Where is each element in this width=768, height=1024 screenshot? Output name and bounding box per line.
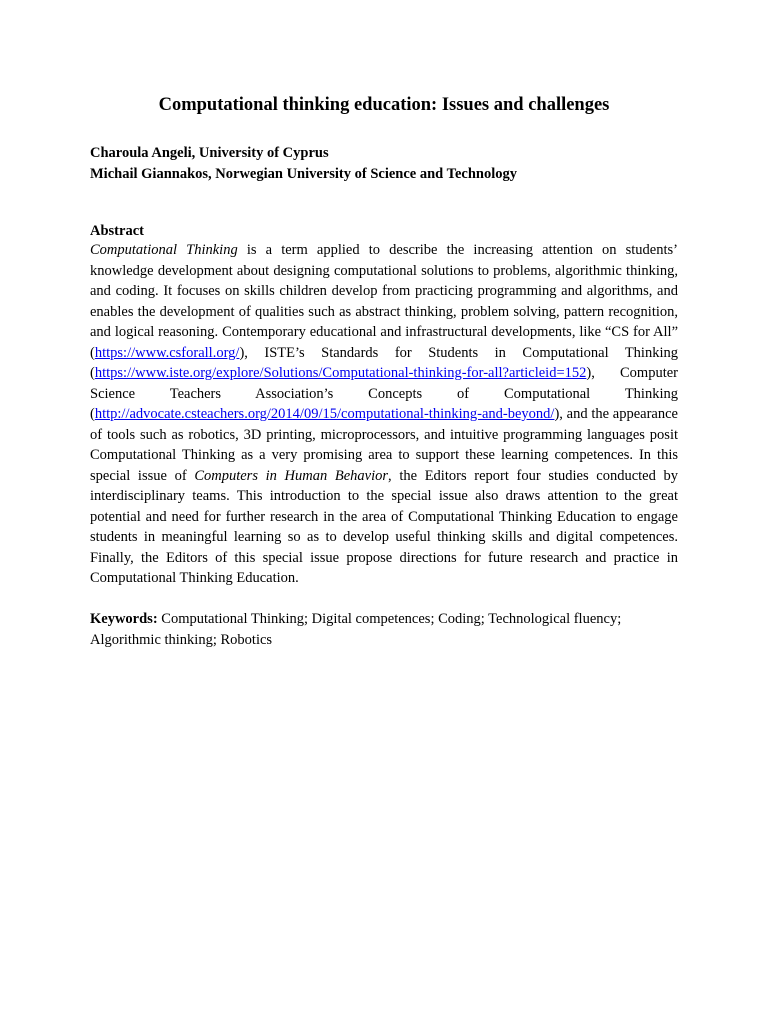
author-list: [90, 143, 690, 184]
keywords-text: Computational Thinking; Digital competences; Coding; Technological fluency; Algorithmic thinking; Robotics: [90, 611, 622, 648]
journal-name: Computers in Human Behavior: [194, 467, 389, 484]
iste-link[interactable]: https://www.iste.org/explore/Solutions/Computational-thinking-for-all?articleid=152: [94, 365, 587, 381]
abstract-text-4: ), and the appearance of tools such as robotics, 3D printing, microprocessors, and intuitive programming languages posit Computational Thinking as a very promising area to support these learning competences. In this special issue of: [90, 406, 678, 484]
csforall-link[interactable]: https://www.csforall.org/: [94, 344, 240, 361]
abstract-text-3: ), Computer Science Teachers Association’s Concepts of Computational Thinking (: [90, 365, 678, 422]
csta-link[interactable]: http://advocate.csteachers.org/2014/09/15/computational-thinking-and-beyond/: [94, 406, 555, 422]
keywords-label: Keywords:: [90, 611, 158, 627]
author-2: Michail Giannakos, Norwegian University of Science and Technology: [90, 165, 517, 182]
abstract-heading: Abstract: [90, 223, 144, 239]
author-1: Charoula Angeli, University of Cyprus: [90, 145, 329, 161]
abstract-body: [90, 240, 678, 589]
abstract-text-2: ), ISTE’s Standards for Students in Computational Thinking (: [90, 344, 678, 381]
paper-title: Computational thinking education: Issues and challenges: [158, 95, 610, 115]
abstract-term: Computational Thinking: [90, 242, 238, 258]
keywords: [90, 609, 678, 650]
abstract-text-5: , the Editors report four studies conducted by interdisciplinary teams. This introduction to the special issue also draws attention to the great potential and need for further research in the area of Computational Thinking Education to engage students in meaningful learning so as to develop useful thinking skills and digital competences. Finally, the Editors of this special issue propose directions for future research and practice in Computational Thinking Education.: [90, 467, 679, 586]
abstract-text-1: is a term applied to describe the increasing attention on students’ knowledge development about designing computational solutions to problems, algorithmic thinking, and coding. It focuses on skills children develop from practicing programming and algorithms, and enables the development of qualities such as abstract thinking, problem solving, pattern recognition, and logical reasoning. Contemporary educational and infrastructural developments, like “CS for All” (: [90, 242, 678, 361]
